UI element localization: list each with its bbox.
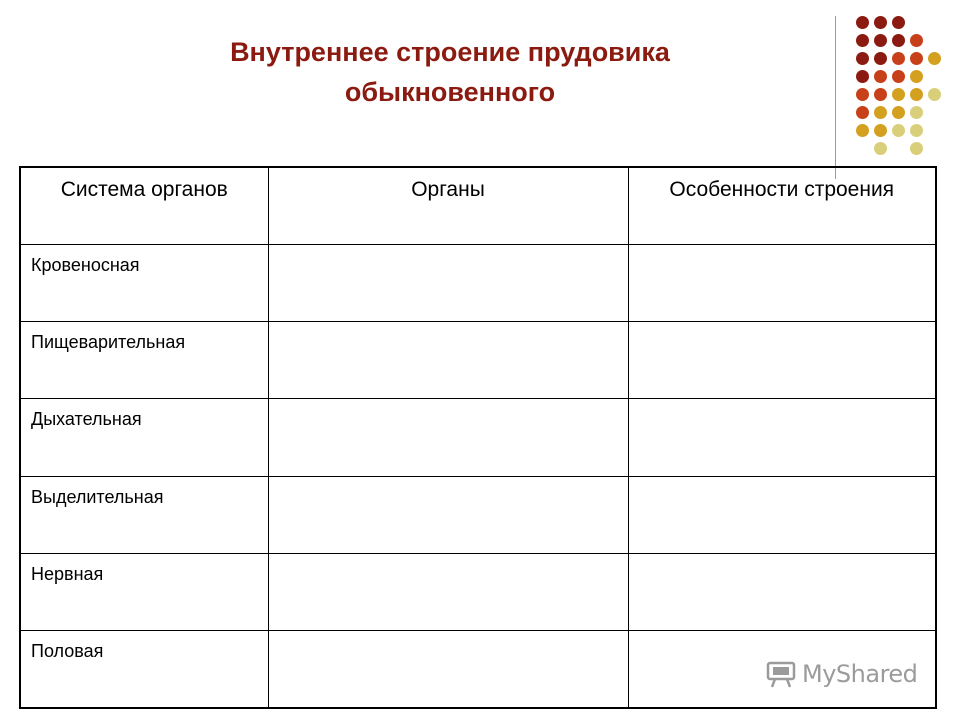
decorative-dot [910, 34, 923, 47]
decorative-dot [892, 16, 905, 29]
system-label: Кровеносная [31, 255, 140, 276]
system-label: Половая [31, 640, 104, 661]
table-row [20, 245, 936, 322]
decorative-dot [928, 88, 941, 101]
title-line-1: Внутреннее строение прудовика [230, 37, 670, 67]
decorative-dot [910, 142, 923, 155]
decorative-dot [856, 34, 869, 47]
decorative-dot [910, 52, 923, 65]
system-label: Нервная [31, 563, 104, 584]
features-cell[interactable] [628, 399, 936, 476]
decorative-dot [892, 34, 905, 47]
system-label: Пищеварительная [31, 332, 186, 353]
header-cell [268, 167, 628, 245]
system-label: Выделительная [31, 486, 164, 507]
header-features: Особенности строения [669, 178, 895, 201]
system-label: Дыхательная [31, 409, 142, 430]
organs-cell[interactable] [268, 399, 628, 476]
decorative-dot [892, 124, 905, 137]
title-line-2: обыкновенного [344, 77, 556, 107]
organ-systems-table [19, 166, 937, 709]
system-cell [20, 476, 268, 553]
decorative-dot [910, 124, 923, 137]
organs-cell[interactable] [268, 476, 628, 553]
decorative-dot [892, 52, 905, 65]
header-system: Система органов [60, 178, 228, 201]
watermark-text: MyShared [802, 660, 918, 688]
features-cell[interactable] [628, 553, 936, 630]
header-cell [628, 167, 936, 245]
slide-title [130, 32, 770, 112]
decorative-dot [856, 70, 869, 83]
organs-cell[interactable] [268, 245, 628, 322]
decorative-dot [892, 70, 905, 83]
organs-cell[interactable] [268, 553, 628, 630]
decorative-dot [874, 142, 887, 155]
decorative-dot [856, 16, 869, 29]
decorative-dot [910, 70, 923, 83]
decorative-dot [874, 88, 887, 101]
vertical-divider [835, 16, 836, 179]
decorative-dot [874, 124, 887, 137]
decorative-dot [928, 52, 941, 65]
system-cell [20, 322, 268, 399]
table-row [20, 476, 936, 553]
decorative-dot [874, 106, 887, 119]
table-row [20, 322, 936, 399]
system-cell [20, 630, 268, 708]
features-cell[interactable] [628, 245, 936, 322]
table-row [20, 399, 936, 476]
decorative-dot [874, 52, 887, 65]
header-organs: Органы [411, 178, 485, 201]
decorative-dot [910, 106, 923, 119]
features-cell[interactable] [628, 476, 936, 553]
decorative-dot [856, 88, 869, 101]
decorative-dot [874, 16, 887, 29]
decorative-dot [874, 34, 887, 47]
decorative-dot [874, 70, 887, 83]
header-cell [20, 167, 268, 245]
organs-cell[interactable] [268, 322, 628, 399]
system-cell [20, 399, 268, 476]
features-cell[interactable] [628, 322, 936, 399]
decorative-dot [910, 88, 923, 101]
decorative-dot [892, 88, 905, 101]
decorative-dot [892, 106, 905, 119]
system-cell [20, 553, 268, 630]
decorative-dot [856, 52, 869, 65]
system-cell [20, 245, 268, 322]
decorative-dot [856, 124, 869, 137]
decorative-dot [856, 106, 869, 119]
organs-cell[interactable] [268, 630, 628, 708]
table-header-row [20, 167, 936, 245]
table-row [20, 553, 936, 630]
presentation-icon [766, 659, 796, 689]
watermark [766, 656, 936, 692]
